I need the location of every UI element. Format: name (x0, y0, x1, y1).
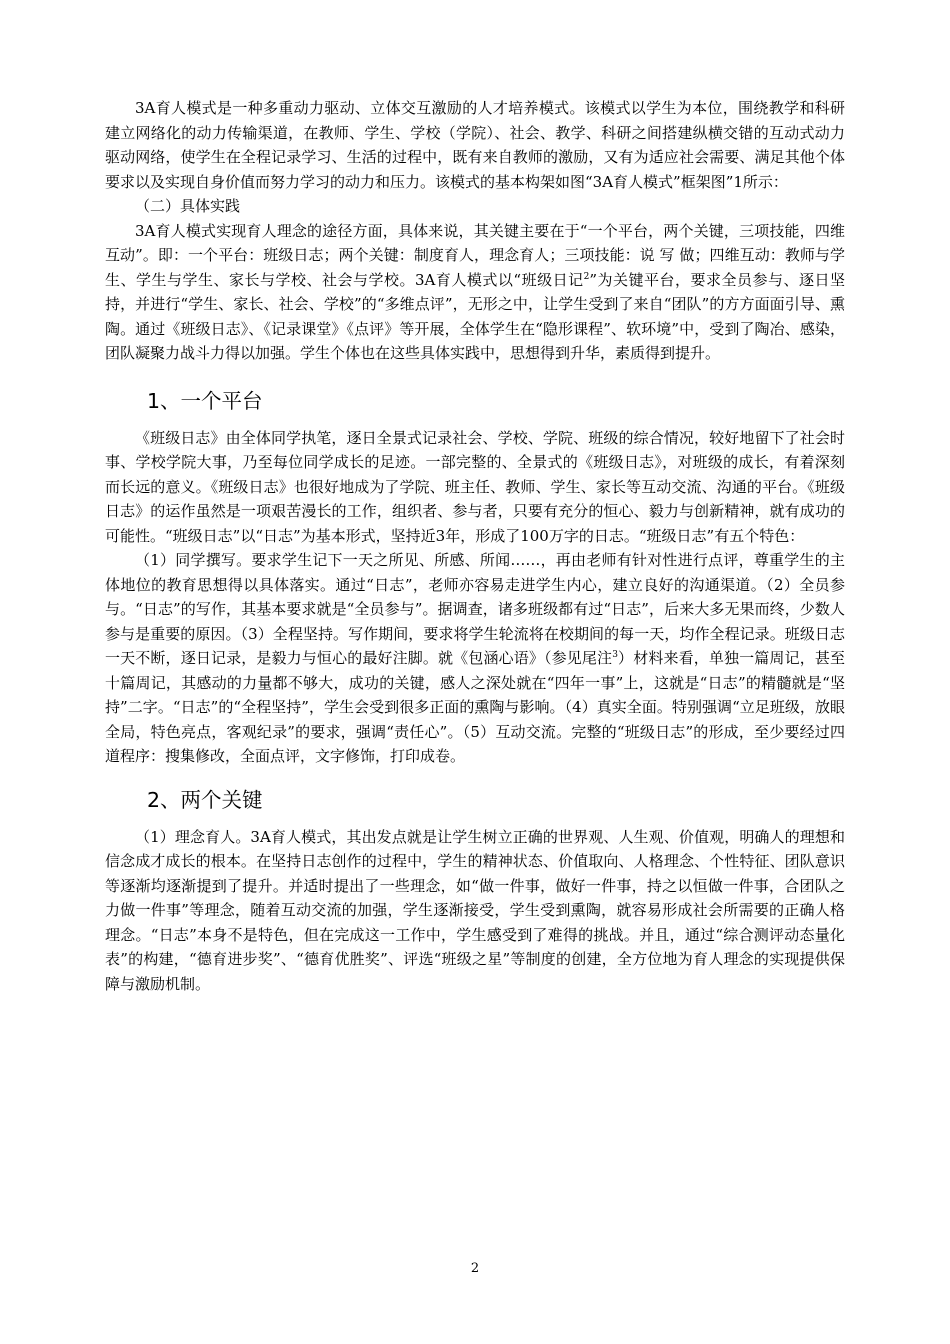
section-heading-keys: 2、两个关键 (147, 787, 263, 812)
concept-paragraph: （1）理念育人。3A育人模式，其出发点就是让学生树立正确的世界观、人生观、价值观，明确人的理想和信念成才成长的根本。在坚持日志创作的过程中，学生的精神状态、价值取向、人格理念、个性特征、团队意识等逐渐均逐渐提到了提升。并适时提出了一些理念，如“做一件事，做好一件事，持之以恒做一件事，合团队之力做一件事”等理念，随着互动交流的加强，学生逐渐接受，学生受到熏陶，就容易形成社会所需要的正确人格理念。“日志”本身不是特色，但在完成这一工作中，学生感受到了难得的挑战。并且，通过“综合测评动态量化表”的构建，“德育进步奖”、“德育优胜奖”、评选“班级之星”等制度的创建，全方位地为育人理念的实现提供保障与激励机制。 (105, 827, 845, 993)
features-paragraph (105, 548, 845, 769)
footnote-ref-3: 3 (612, 650, 618, 660)
features-text-b: ）材料来看，单独一篇周记，甚至十篇周记，其感动的力量都不够大，成功的关键，感人之深处就在“四年一事”上，这就是“日志”的精髓就是“坚持”二字。“日志”的“全程坚持”，学生会受到很多正面的熏陶与影响。（4）真实全面。特别强调“立足班级，放眼全局，特色亮点，客观纪录”的要求，强调“责任心”。（5）互动交流。完整的“班级日志”的形成，至少要经过四道程序：搜集修改，全面点评，文字修饰，打印成卷。 (105, 649, 845, 765)
subsection-heading: （二）具体实践 (135, 197, 241, 215)
practice-text-b: ”为关键平台，要求全员参与、逐日坚持，并进行“学生、家长、社会、学校”的“多维点评”，无形之中，让学生受到了来自“团队”的方方面面引导、熏陶。通过《班级日志》、《记录课堂》《点评》等开展，全体学生在“隐形课程”、软环境”中，受到了陶冶、感染，团队凝聚力战斗力得以加强。学生个体也在这些具体实践中，思想得到升华，素质得到提升。 (105, 270, 845, 362)
page-number: 2 (470, 1261, 480, 1276)
features-text-a: （1）同学撰写。要求学生记下一天之所见、所感、所闻……，再由老师有针对性进行点评，尊重学生的主体地位的教育思想得以具体落实。通过“日志”，老师亦容易走进学生内心，建立良好的沟通渠道。（2）全员参与。“日志”的写作，其基本要求就是“全员参与”。据调查，诸多班级都有过“日志”，后来大多无果而终，少数人参与是重要的原因。（3）全程坚持。写作期间，要求将学生轮流将在校期间的每一天，均作全程记录。班级日志一天不断，逐日记录，是毅力与恒心的最好注脚。就《包涵心语》（参见尾注 (105, 551, 845, 667)
intro-paragraph: 3A育人模式是一种多重动力驱动、立体交互激励的人才培养模式。该模式以学生为本位，围绕教学和科研建立网络化的动力传输渠道，在教师、学生、学校（学院）、社会、教学、科研之间搭建纵横交错的互动式动力驱动网络，使学生在全程记录学习、生活的过程中，既有来自教师的激励，又有为适应社会需要、满足其他个体要求以及实现自身价值而努力学习的动力和压力。该模式的基本构架如图“3A育人模式”框架图”1所示： (105, 99, 845, 191)
document-body (105, 96, 845, 996)
footnote-ref-2: 2 (583, 271, 590, 282)
section-heading-platform: 1、一个平台 (147, 388, 263, 413)
journal-intro-paragraph: 《班级日志》由全体同学执笔，逐日全景式记录社会、学校、学院、班级的综合情况，较好地留下了社会时事、学校学院大事，乃至每位同学成长的足迹。一部完整的、全景式的《班级日志》，对班级的成长，有着深刻而长远的意义。《班级日志》也很好地成为了学院、班主任、教师、学生、家长等互动交流、沟通的平台。《班级日志》的运作虽然是一项艰苦漫长的工作，组织者、参与者，只要有充分的恒心、毅力与创新精神，就有成功的可能性。“班级日志”以“日志”为基本形式，坚持近3年，形成了100万字的日志。“班级日志”有五个特色： (105, 428, 845, 545)
practice-text-a: 3A育人模式实现育人理念的途径方面，具体来说，其关键主要在于“一个平台，两个关键，三项技能，四维互动”。即：一个平台：班级日志；两个关键：制度育人，理念育人；三项技能：说 写 做；四维互动：教师与学生、学生与学生、家长与学校、社会与学校。3A育人模式以“班级日记 (105, 221, 845, 289)
practice-paragraph (105, 219, 845, 366)
